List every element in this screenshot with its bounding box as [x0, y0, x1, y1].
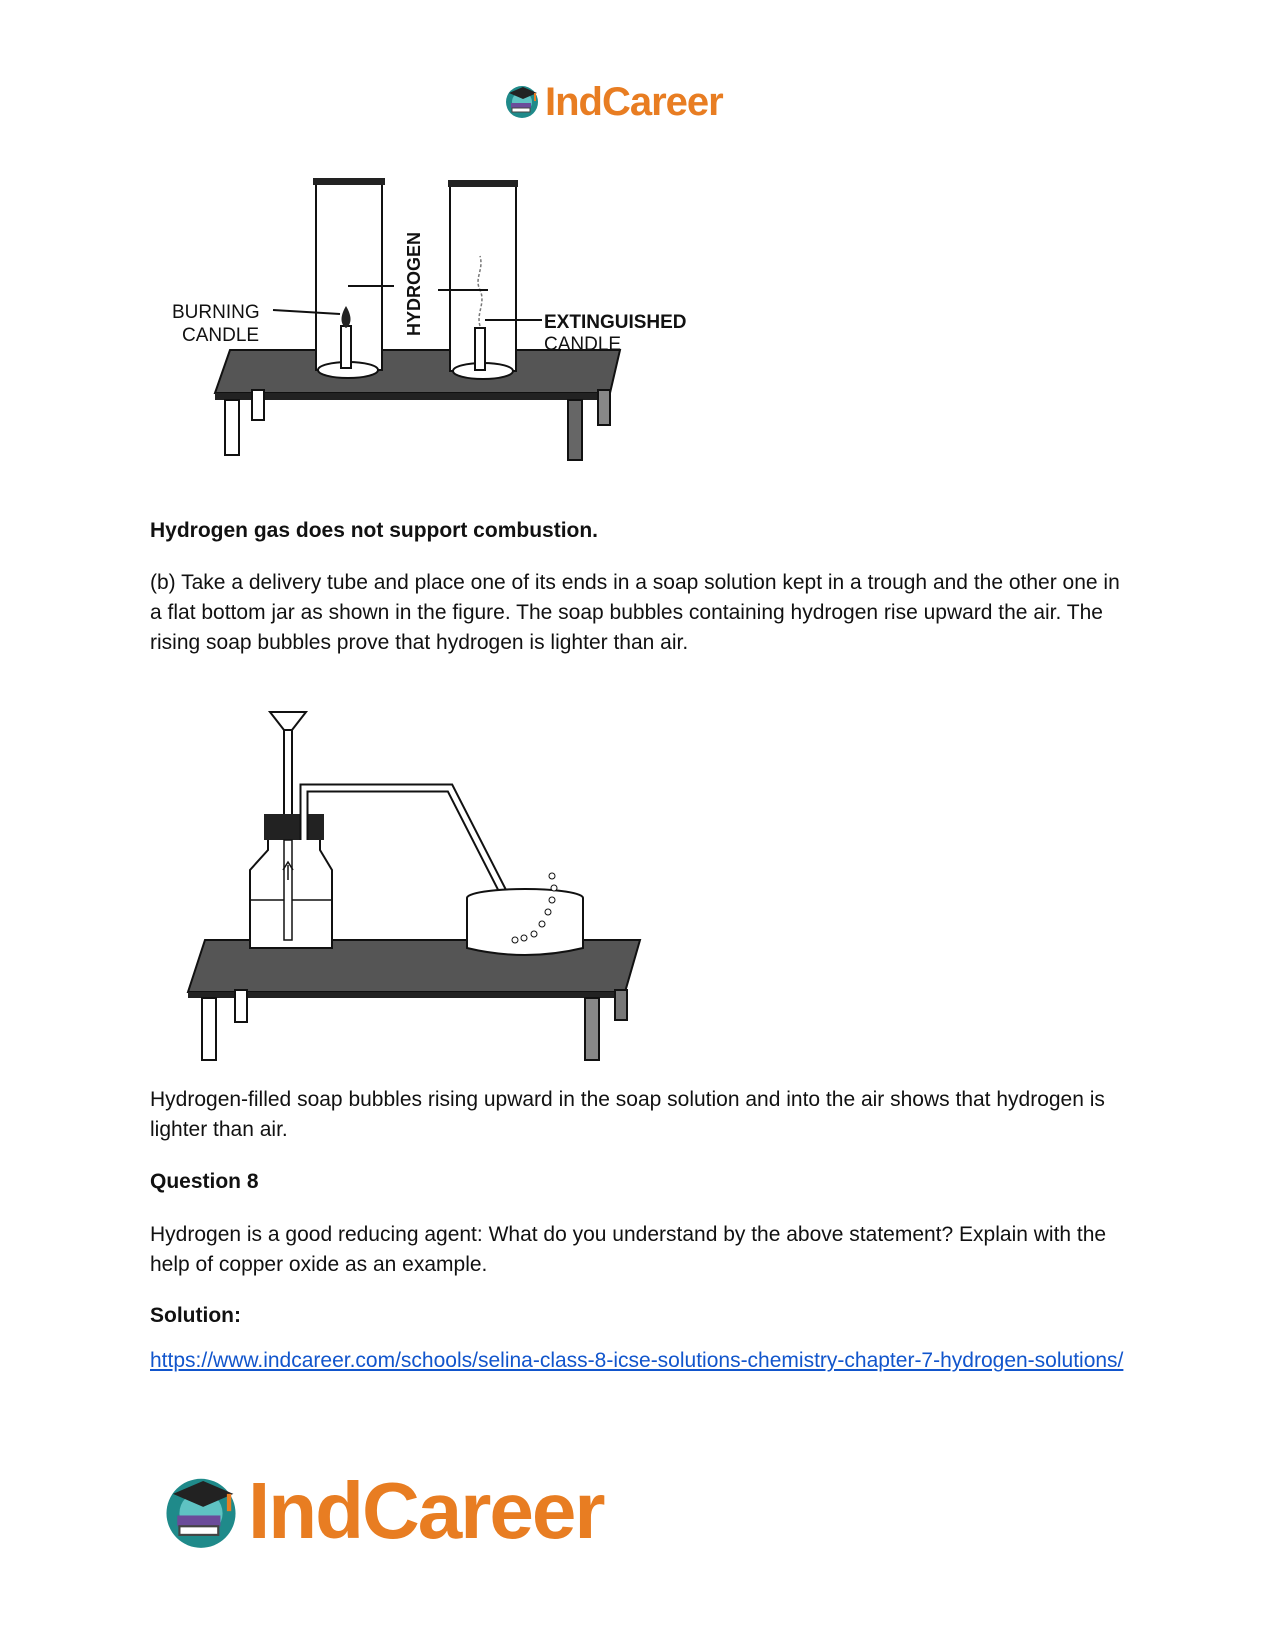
- solution-link-block: [150, 1346, 1130, 1376]
- bubbles-caption: Hydrogen-filled soap bubbles rising upward in the soap solution and into the air shows that hydrogen is lighter than air.: [150, 1088, 1105, 1141]
- label-burning-candle: BURNING: [172, 302, 260, 323]
- label-extinguished-candle: EXTINGUISHED: [544, 312, 687, 333]
- part-b-paragraph: (b) Take a delivery tube and place one of its ends in a soap solution kept in a trough and the other one in a flat bottom jar as shown in the figure. The soap bubbles containing hydrogen rise upward the air. The rising soap bubbles prove that hydrogen is lighter than air.: [150, 571, 1120, 654]
- candle-experiment-figure: [170, 178, 730, 488]
- brand-logo-text: IndCareer: [545, 80, 723, 124]
- soap-bubble-apparatus-figure: [180, 700, 670, 1085]
- brand-logo-top[interactable]: [503, 80, 723, 125]
- solution-heading: Solution:: [150, 1304, 241, 1327]
- combustion-conclusion: Hydrogen gas does not support combustion.: [150, 519, 599, 542]
- question-heading: Question 8: [150, 1170, 259, 1193]
- label-extinguished-candle-2: CANDLE: [544, 334, 622, 355]
- graduation-globe-icon: [503, 81, 541, 124]
- brand-logo-bottom[interactable]: [160, 1465, 603, 1557]
- graduation-globe-icon: [160, 1468, 242, 1555]
- question-text: Hydrogen is a good reducing agent: What do you understand by the above statement? Explain with the help of copper oxide as an example.: [150, 1223, 1107, 1276]
- brand-logo-text-bottom: IndCareer: [248, 1466, 604, 1555]
- solution-link[interactable]: https://www.indcareer.com/schools/selina-class-8-icse-solutions-chemistry-chapter-7-hydrogen-solutions/: [150, 1349, 1124, 1372]
- label-burning-candle-2: CANDLE: [182, 325, 260, 346]
- label-hydrogen: HYDROGEN: [404, 231, 424, 336]
